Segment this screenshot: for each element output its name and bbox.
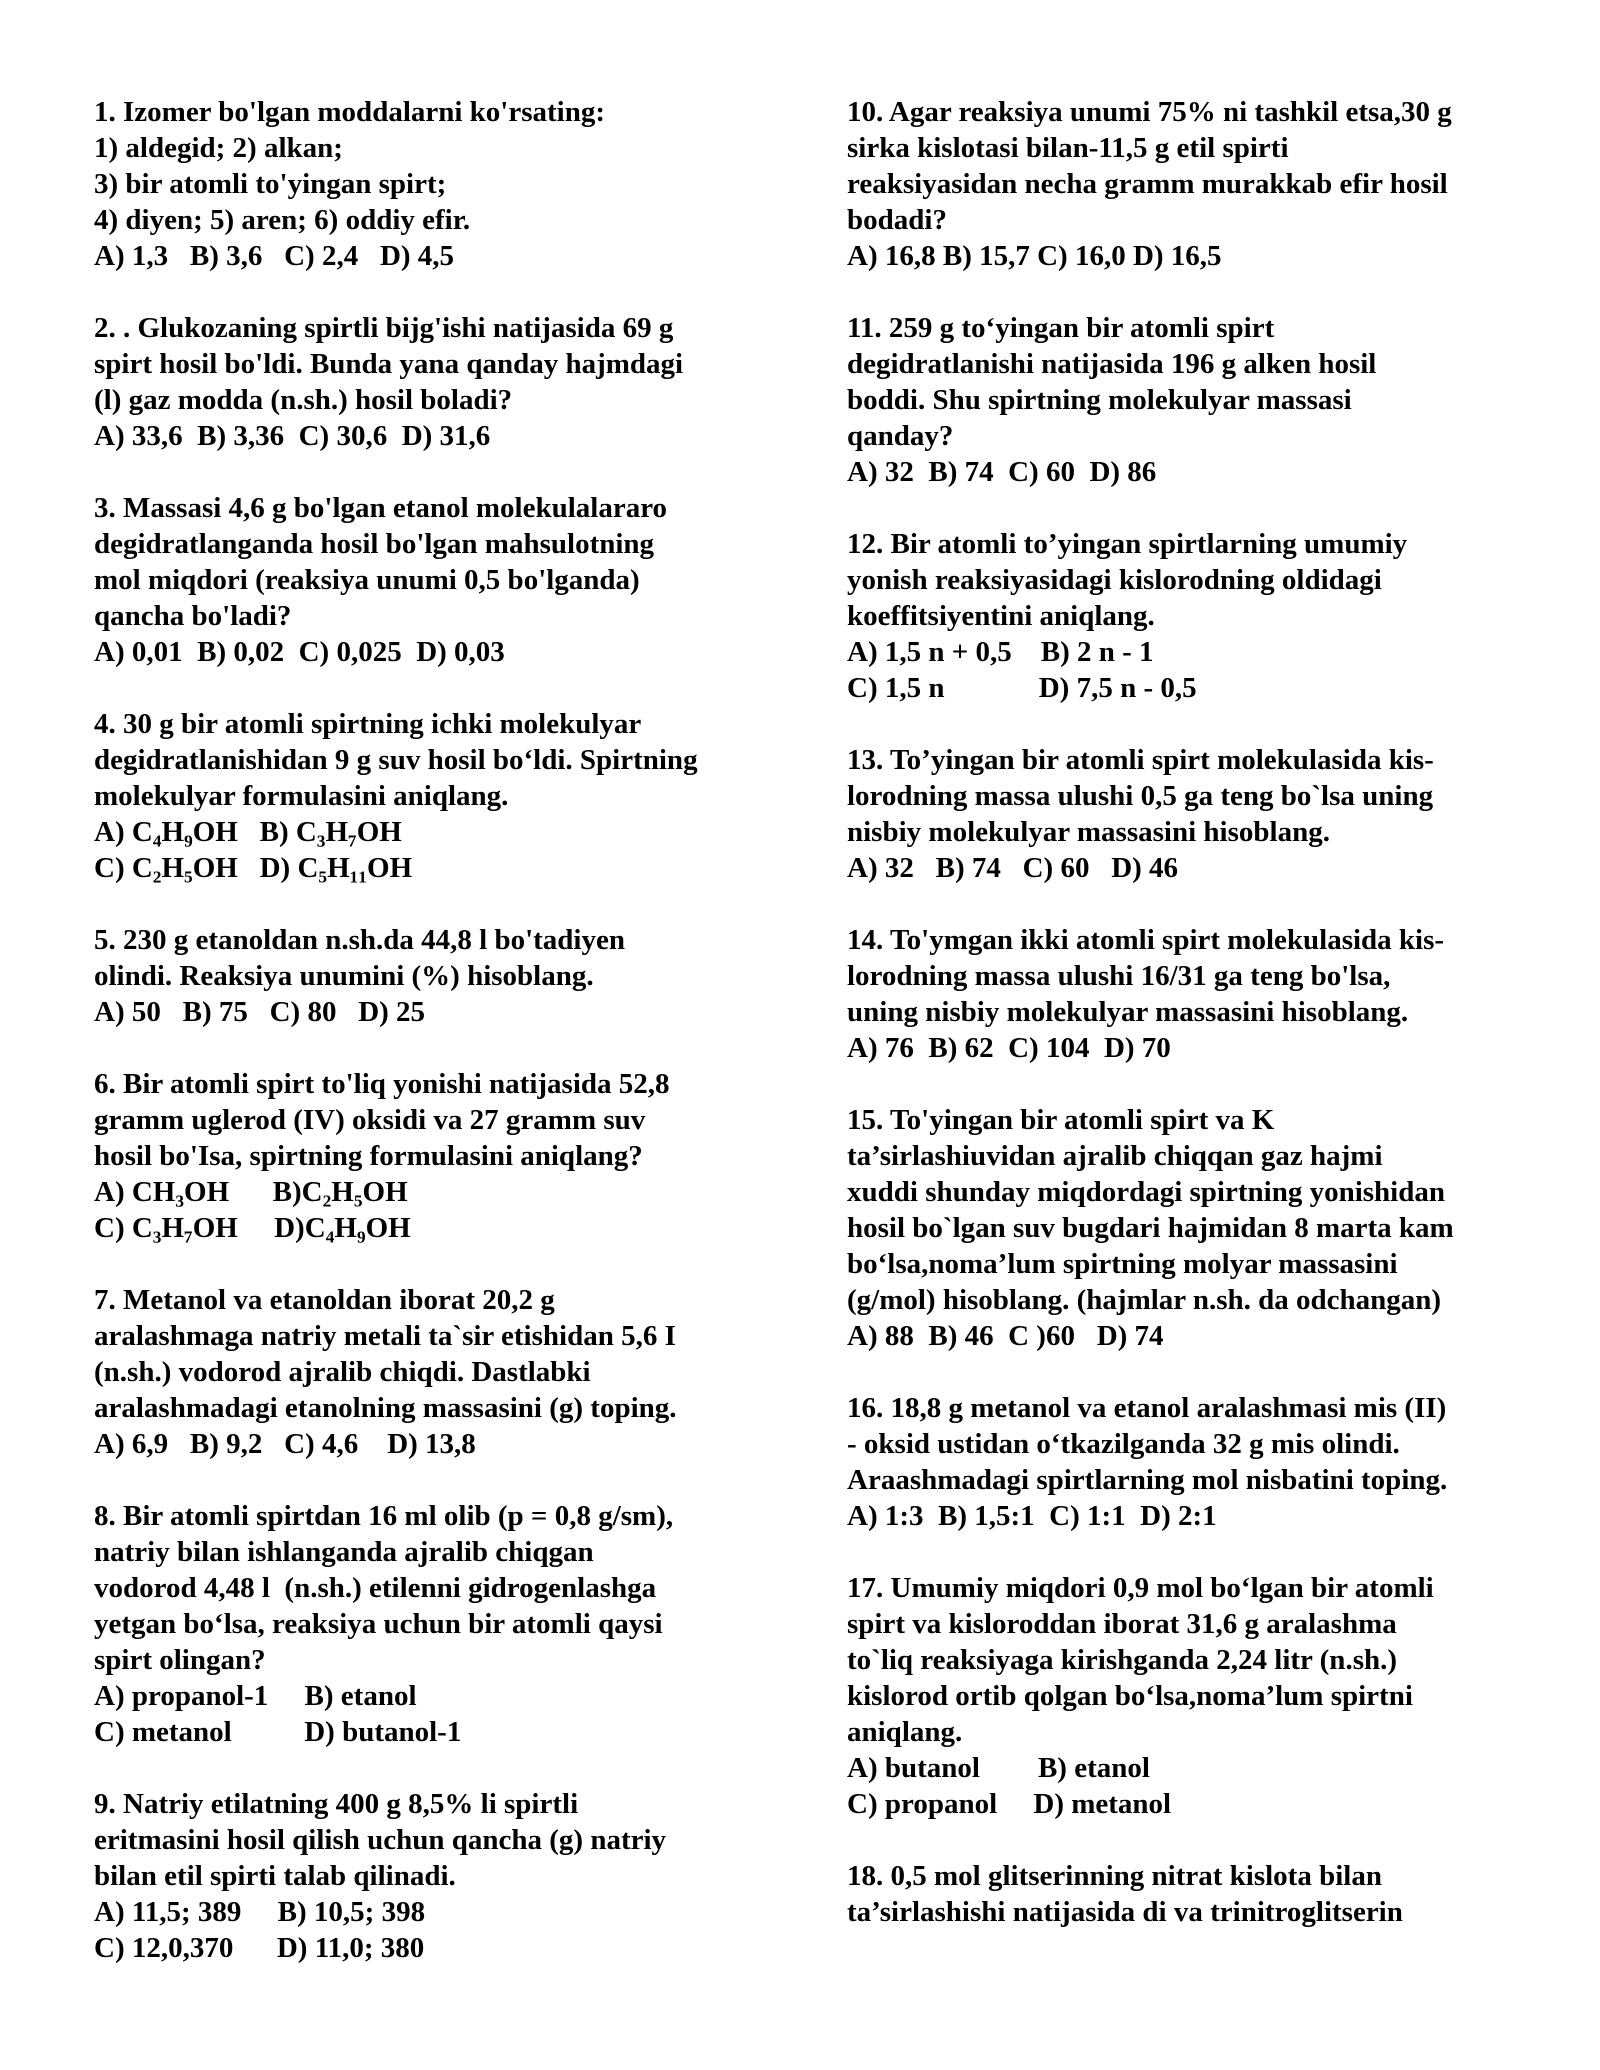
question-line: spirt va kisloroddan iborat 31,6 g aralashma [847, 1608, 1397, 1640]
question-line: to`liq reaksiyaga kirishganda 2,24 litr (n.sh.) [847, 1644, 1398, 1676]
question-line: (n.sh.) vodorod ajralib chiqdi. Dastlabki [94, 1356, 591, 1388]
question [94, 310, 784, 454]
question-line: bo‘lsa,noma’lum spirtning molyar massasini [847, 1248, 1398, 1280]
question-line: boddi. Shu spirtning molekulyar massasi [847, 384, 1352, 416]
answer-options: A) 16,8 B) 15,7 C) 16,0 D) 16,5 [847, 240, 1222, 272]
answer-options: C) propanol D) metanol [847, 1788, 1172, 1820]
question [94, 706, 784, 886]
question-line: xuddi shunday miqdordagi spirtning yonishidan [847, 1176, 1445, 1208]
question-line: 4. 30 g bir atomli spirtning ichki molekulyar [94, 708, 642, 740]
answer-options: A) butanol B) etanol [847, 1752, 1150, 1784]
question [94, 1498, 784, 1750]
question [847, 922, 1527, 1066]
question-line: sirka kislotasi bilan-11,5 g etil spirti [847, 132, 1289, 164]
question-line: 15. To'yingan bir atomli spirt va K [847, 1104, 1275, 1136]
question-line: 1) aldegid; 2) alkan; [94, 132, 343, 164]
answer-options: A) 32 B) 74 C) 60 D) 46 [847, 852, 1179, 884]
question-line: 8. Bir atomli spirtdan 16 ml olib (p = 0,8 g/sm), [94, 1500, 674, 1532]
question-line: 12. Bir atomli to’yingan spirtlarning umumiy [847, 528, 1408, 560]
question-line: 10. Agar reaksiya unumi 75% ni tashkil etsa,30 g [847, 96, 1452, 128]
question-line: ta’sirlashiuvidan ajralib chiqqan gaz hajmi [847, 1140, 1383, 1172]
question-line: hosil bo`lgan suv bugdari hajmidan 8 marta kam [847, 1212, 1454, 1244]
answer-options: A) 0,01 B) 0,02 C) 0,025 D) 0,03 [94, 636, 505, 668]
question-line: bodadi? [847, 204, 947, 236]
question-line: yonish reaksiyasidagi kislorodning oldidagi [847, 564, 1382, 596]
question-line: hosil bo'Isa, spirtning formulasini aniqlang? [94, 1140, 643, 1172]
question [847, 526, 1527, 706]
question-line: 2. . Glukozaning spirtli bijg'ishi natijasida 69 g [94, 312, 674, 344]
question-line: 3. Massasi 4,6 g bo'lgan etanol molekulalararo [94, 492, 668, 524]
question-line: 3) bir atomli to'yingan spirt; [94, 168, 447, 200]
question-line: reaksiyasidan necha gramm murakkab efir hosil [847, 168, 1448, 200]
question-line: 14. To'ymgan ikki atomli spirt molekulasida kis- [847, 924, 1445, 956]
answer-options: A) 6,9 B) 9,2 C) 4,6 D) 13,8 [94, 1428, 476, 1460]
question-line: molekulyar formulasini aniqlang. [94, 780, 509, 812]
question [94, 94, 784, 274]
question-line: kislorod ortib qolgan bo‘lsa,noma’lum spirtni [847, 1680, 1413, 1712]
question-line: 17. Umumiy miqdori 0,9 mol bo‘lgan bir atomli [847, 1572, 1434, 1604]
question-line: (g/mol) hisoblang. (hajmlar n.sh. da odchangan) [847, 1284, 1442, 1316]
right-column [847, 94, 1527, 1966]
answer-options: A) propanol-1 B) etanol [94, 1680, 417, 1712]
question-line: natriy bilan ishlanganda ajralib chiqgan [94, 1536, 594, 1568]
question-line: aralashmaga natriy metali ta`sir etishidan 5,6 I [94, 1320, 676, 1352]
answer-options: A) 11,5; 389 B) 10,5; 398 [94, 1896, 426, 1928]
answer-options: A) 1,5 n + 0,5 B) 2 n - 1 [847, 636, 1154, 668]
answer-options: A) 1:3 B) 1,5:1 C) 1:1 D) 2:1 [847, 1500, 1217, 1532]
question [847, 1570, 1527, 1822]
question [94, 922, 784, 1030]
answer-options: A) 50 B) 75 C) 80 D) 25 [94, 996, 426, 1028]
question [847, 742, 1527, 886]
question-line: eritmasini hosil qilish uchun qancha (g) natriy [94, 1824, 667, 1856]
question-line: bilan etil spirti talab qilinadi. [94, 1860, 456, 1892]
question-line: vodorod 4,48 l (n.sh.) etilenni gidrogenlashga [94, 1572, 657, 1604]
answer-options: A) C₄H₉OH B) C₃H₇OH [94, 816, 402, 848]
question [847, 1102, 1527, 1354]
question-line: gramm uglerod (IV) oksidi va 27 gramm suv [94, 1104, 646, 1136]
question-line: 13. To’yingan bir atomli spirt molekulasida kis- [847, 744, 1434, 776]
answer-options: A) 76 B) 62 C) 104 D) 70 [847, 1032, 1171, 1064]
question-line: 16. 18,8 g metanol va etanol aralashmasi mis (II) [847, 1392, 1447, 1424]
answer-options: C) metanol D) butanol-1 [94, 1716, 462, 1748]
question [94, 1786, 784, 1966]
question-line: mol miqdori (reaksiya unumi 0,5 bo'lganda) [94, 564, 640, 596]
answer-options: A) 88 B) 46 C )60 D) 74 [847, 1320, 1164, 1352]
answer-options: A) 32 B) 74 C) 60 D) 86 [847, 456, 1157, 488]
question-line: spirt hosil bo'ldi. Bunda yana qanday hajmdagi [94, 348, 684, 380]
question [94, 1282, 784, 1462]
question-line: 18. 0,5 mol glitserinning nitrat kislota bilan [847, 1860, 1382, 1892]
question-line: 1. Izomer bo'lgan moddalarni ko'rsating: [94, 96, 606, 128]
question-line: 4) diyen; 5) aren; 6) oddiy efir. [94, 204, 471, 236]
question-line: yetgan bo‘lsa, reaksiya uchun bir atomli qaysi [94, 1608, 663, 1640]
question-line: 6. Bir atomli spirt to'liq yonishi natijasida 52,8 [94, 1068, 670, 1100]
question-line: degidratlanganda hosil bo'lgan mahsulotning [94, 528, 655, 560]
question-line: qanday? [847, 420, 954, 452]
question-line: Araashmadagi spirtlarning mol nisbatini toping. [847, 1464, 1448, 1496]
answer-options: C) 1,5 n D) 7,5 n - 0,5 [847, 672, 1197, 704]
question [847, 310, 1527, 490]
question-line: nisbiy molekulyar massasini hisoblang. [847, 816, 1330, 848]
answer-options: C) 12,0,370 D) 11,0; 380 [94, 1932, 425, 1964]
question-line: 9. Natriy etilatning 400 g 8,5% li spirtli [94, 1788, 579, 1820]
question [94, 490, 784, 670]
question-line: 11. 259 g to‘yingan bir atomli spirt [847, 312, 1275, 344]
question-line: lorodning massa ulushi 16/31 ga teng bo'lsa, [847, 960, 1391, 992]
question [847, 1390, 1527, 1534]
question [94, 1066, 784, 1246]
answer-options: A) CH₃OH B)C₂H₅OH [94, 1176, 408, 1208]
question-line: aniqlang. [847, 1716, 963, 1748]
answer-options: C) C₂H₅OH D) C₅H₁₁OH [94, 852, 413, 884]
question [847, 1858, 1527, 1930]
question-line: ta’sirlashishi natijasida di va trinitroglitserin [847, 1896, 1403, 1928]
answer-options: A) 33,6 B) 3,36 C) 30,6 D) 31,6 [94, 420, 491, 452]
question-line: olindi. Reaksiya unumini (%) hisoblang. [94, 960, 594, 992]
question-line: (l) gaz modda (n.sh.) hosil boladi? [94, 384, 513, 416]
answer-options: C) C₃H₇OH D)C₄H₉OH [94, 1212, 411, 1244]
question-line: - oksid ustidan o‘tkazilganda 32 g mis olindi. [847, 1428, 1400, 1460]
question-line: degidratlanishidan 9 g suv hosil bo‘ldi. Spirtning [94, 744, 698, 776]
question-line: lorodning massa ulushi 0,5 ga teng bo`lsa uning [847, 780, 1434, 812]
question-line: degidratlanishi natijasida 196 g alken hosil [847, 348, 1377, 380]
question-line: uning nisbiy molekulyar massasini hisoblang. [847, 996, 1409, 1028]
question-line: aralashmadagi etanolning massasini (g) toping. [94, 1392, 677, 1424]
question-line: spirt olingan? [94, 1644, 266, 1676]
left-column [94, 94, 784, 2002]
question-line: qancha bo'ladi? [94, 600, 292, 632]
question-line: koeffitsiyentini aniqlang. [847, 600, 1155, 632]
answer-options: A) 1,3 B) 3,6 C) 2,4 D) 4,5 [94, 240, 455, 272]
question-line: 5. 230 g etanoldan n.sh.da 44,8 l bo'tadiyen [94, 924, 625, 956]
question-line: 7. Metanol va etanoldan iborat 20,2 g [94, 1284, 555, 1316]
question [847, 94, 1527, 274]
